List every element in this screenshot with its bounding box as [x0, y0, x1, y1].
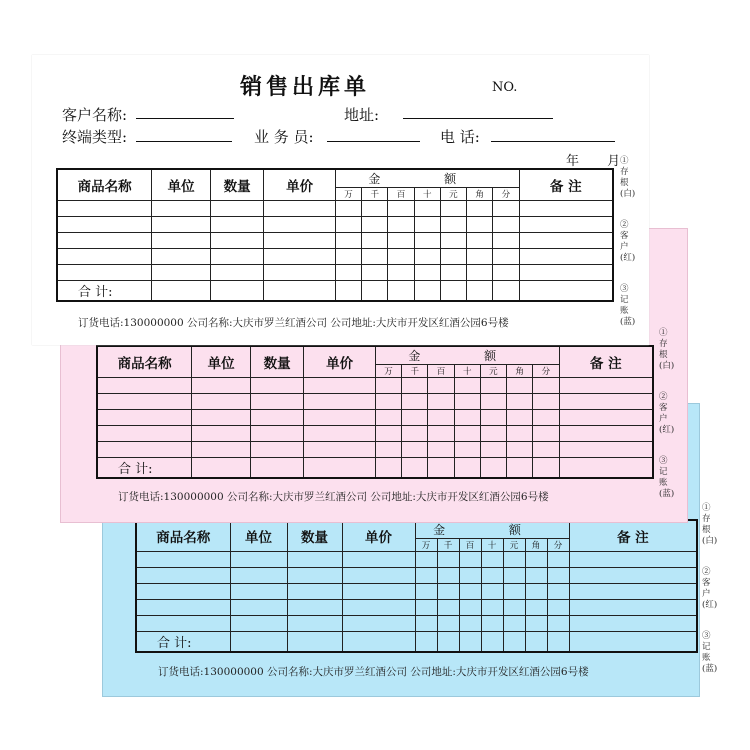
- unit-qian: 千: [402, 365, 428, 378]
- form-title: 销售出库单: [240, 74, 371, 100]
- table-row[interactable]: [57, 233, 613, 249]
- header-unit: 单位: [230, 520, 287, 552]
- pink-copy-table: [96, 345, 654, 479]
- terminal-type-field[interactable]: [136, 141, 232, 142]
- header-amount: 金 额: [335, 169, 519, 188]
- blue-copy-labels: [702, 503, 716, 695]
- customer-name-field[interactable]: [136, 118, 234, 119]
- unit-fen: 分: [493, 188, 519, 201]
- copy-label-customer: ②客户(红): [659, 392, 675, 435]
- address-field[interactable]: [403, 118, 553, 119]
- customer-name-label: 客户名称:: [62, 106, 128, 124]
- unit-wan: 万: [335, 188, 361, 201]
- copy-label-stub: ①存根(白): [702, 503, 718, 546]
- table-row[interactable]: [97, 394, 653, 410]
- form-number-label: NO.: [492, 80, 518, 95]
- copy-label-accounting: ③记账(蓝): [620, 284, 636, 327]
- unit-jiao: 角: [525, 539, 547, 552]
- header-unit-price: 单价: [304, 346, 376, 378]
- table-row[interactable]: [57, 201, 613, 217]
- table-row[interactable]: [57, 249, 613, 265]
- address-label: 地址:: [344, 106, 380, 124]
- header-remarks: 备 注: [569, 520, 697, 552]
- header-remarks: 备 注: [519, 169, 613, 201]
- salesperson-field[interactable]: [327, 141, 420, 142]
- unit-shi: 十: [481, 539, 503, 552]
- table-row[interactable]: [136, 552, 697, 568]
- blue-copy-table: [135, 519, 698, 653]
- header-amount: 金 额: [375, 346, 559, 365]
- terminal-type-label: 终端类型:: [62, 128, 128, 146]
- table-row[interactable]: [136, 584, 697, 600]
- table-row[interactable]: [97, 378, 653, 394]
- header-quantity: 数量: [287, 520, 342, 552]
- header-remarks: 备 注: [559, 346, 653, 378]
- header-unit: 单位: [152, 169, 211, 201]
- unit-yuan: 元: [440, 188, 466, 201]
- table-row[interactable]: [97, 410, 653, 426]
- unit-bai: 百: [388, 188, 414, 201]
- unit-bai: 百: [428, 365, 454, 378]
- white-copy-table: [56, 168, 614, 302]
- copy-label-customer: ②客户(红): [620, 220, 636, 263]
- header-unit: 单位: [192, 346, 251, 378]
- unit-jiao: 角: [467, 188, 493, 201]
- unit-qian: 千: [437, 539, 459, 552]
- unit-bai: 百: [459, 539, 481, 552]
- table-row[interactable]: [97, 426, 653, 442]
- unit-fen: 分: [547, 539, 569, 552]
- unit-fen: 分: [533, 365, 559, 378]
- header-quantity: 数量: [250, 346, 303, 378]
- header-quantity: 数量: [210, 169, 263, 201]
- copy-label-customer: ②客户(红): [702, 567, 718, 610]
- header-product-name: 商品名称: [57, 169, 152, 201]
- table-row[interactable]: [97, 442, 653, 458]
- header-product-name: 商品名称: [136, 520, 230, 552]
- unit-wan: 万: [375, 365, 401, 378]
- unit-yuan: 元: [480, 365, 506, 378]
- phone-field[interactable]: [491, 141, 615, 142]
- total-label: 合 计:: [57, 281, 152, 302]
- header-product-name: 商品名称: [97, 346, 192, 378]
- table-row[interactable]: [136, 568, 697, 584]
- table-row[interactable]: [57, 265, 613, 281]
- table-row[interactable]: [136, 600, 697, 616]
- copy-label-stub: ①存根(白): [659, 328, 675, 371]
- date-label: 年 月: [566, 154, 621, 169]
- white-copy-labels: [620, 156, 634, 348]
- copy-label-accounting: ③记账(蓝): [702, 631, 718, 674]
- header-unit-price: 单价: [342, 520, 415, 552]
- unit-shi: 十: [454, 365, 480, 378]
- unit-wan: 万: [415, 539, 437, 552]
- salesperson-label: 业 务 员:: [254, 128, 314, 146]
- unit-qian: 千: [362, 188, 388, 201]
- copy-label-accounting: ③记账(蓝): [659, 456, 675, 499]
- unit-shi: 十: [414, 188, 440, 201]
- copy-label-stub: ①存根(白): [620, 156, 636, 199]
- table-row[interactable]: [136, 616, 697, 632]
- pink-footer-text: 订货电话:130000000 公司名称:大庆市罗兰红酒公司 公司地址:大庆市开发区红酒公园6号楼: [118, 491, 549, 503]
- unit-yuan: 元: [503, 539, 525, 552]
- total-label: 合 计:: [97, 458, 192, 479]
- unit-jiao: 角: [507, 365, 533, 378]
- pink-copy-labels: [659, 328, 673, 520]
- header-amount: 金 额: [415, 520, 569, 539]
- total-label: 合 计:: [136, 632, 230, 653]
- blue-footer-text: 订货电话:130000000 公司名称:大庆市罗兰红酒公司 公司地址:大庆市开发区红酒公园6号楼: [158, 666, 589, 678]
- phone-label: 电 话:: [440, 128, 480, 146]
- table-row[interactable]: [57, 217, 613, 233]
- header-unit-price: 单价: [264, 169, 336, 201]
- white-footer-text: 订货电话:130000000 公司名称:大庆市罗兰红酒公司 公司地址:大庆市开发区红酒公园6号楼: [78, 317, 509, 329]
